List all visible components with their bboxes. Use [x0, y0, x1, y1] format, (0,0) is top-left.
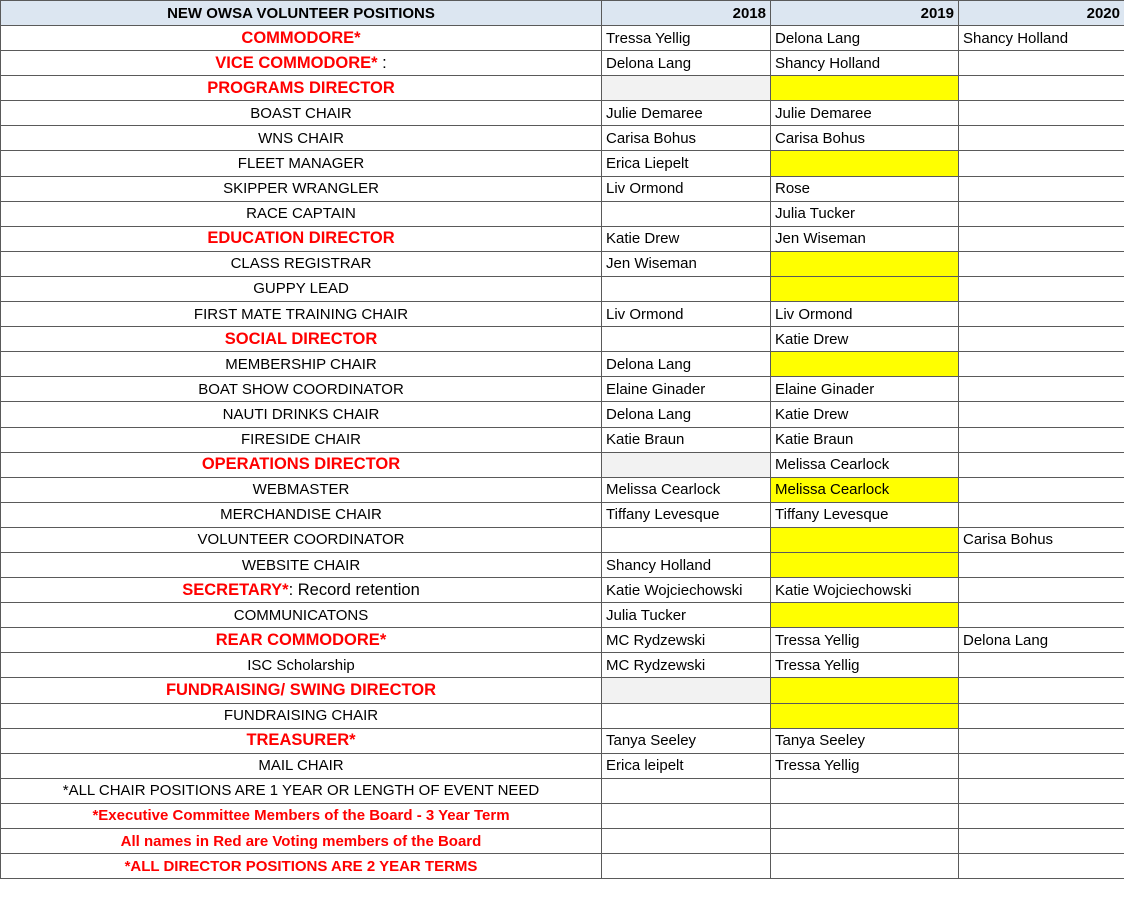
- name-cell-2018[interactable]: Melissa Cearlock: [602, 477, 771, 502]
- position-cell[interactable]: [1, 352, 602, 377]
- name-cell-2018[interactable]: Erica leipelt: [602, 753, 771, 778]
- table-row: [1, 402, 1124, 427]
- note-cell[interactable]: *ALL CHAIR POSITIONS ARE 1 YEAR OR LENGTH OF EVENT NEED: [1, 778, 602, 803]
- note-cell[interactable]: All names in Red are Voting members of the Board: [1, 829, 602, 854]
- position-label: MEMBERSHIP CHAIR: [225, 355, 377, 373]
- name-cell-2020[interactable]: Shancy Holland: [959, 26, 1124, 51]
- name-cell-2019[interactable]: Liv Ormond: [771, 302, 959, 327]
- name-cell-2018[interactable]: Katie Braun: [602, 427, 771, 452]
- name-cell-2020[interactable]: [959, 578, 1124, 603]
- note-cell[interactable]: *ALL DIRECTOR POSITIONS ARE 2 YEAR TERMS: [1, 854, 602, 879]
- name-cell-2020[interactable]: [959, 151, 1124, 176]
- header-row: [1, 1, 1124, 26]
- position-label: SECRETARY*: [182, 580, 289, 599]
- position-label: OPERATIONS DIRECTOR: [201, 455, 401, 474]
- name-cell-2019[interactable]: Elaine Ginader: [771, 377, 959, 402]
- name-cell-2019[interactable]: [771, 276, 959, 301]
- position-label: ISC Scholarship: [247, 656, 355, 674]
- table-row: [1, 302, 1124, 327]
- name-cell-2019[interactable]: [771, 603, 959, 628]
- position-label: CLASS REGISTRAR: [230, 255, 372, 273]
- name-cell-2018[interactable]: [602, 452, 771, 477]
- empty-cell[interactable]: [602, 778, 771, 803]
- name-cell-2019[interactable]: Rose: [771, 176, 959, 201]
- table-row: [1, 176, 1124, 201]
- header-year-2020-cell[interactable]: 2020: [959, 1, 1124, 26]
- name-cell-2019[interactable]: Julia Tucker: [771, 201, 959, 226]
- name-cell-2018[interactable]: Katie Drew: [602, 226, 771, 251]
- name-cell-2018[interactable]: [602, 76, 771, 101]
- position-cell[interactable]: [1, 628, 602, 653]
- name-cell-2019[interactable]: [771, 251, 959, 276]
- name-cell-2020[interactable]: Delona Lang: [959, 628, 1124, 653]
- name-cell-2018[interactable]: Tanya Seeley: [602, 728, 771, 753]
- table-row: [1, 527, 1124, 552]
- position-label: MERCHANDISE CHAIR: [220, 506, 382, 524]
- position-label: RACE CAPTAIN: [246, 205, 356, 223]
- name-cell-2020[interactable]: [959, 327, 1124, 352]
- position-cell[interactable]: [1, 26, 602, 51]
- table-row: [1, 703, 1124, 728]
- name-cell-2018[interactable]: Delona Lang: [602, 402, 771, 427]
- position-cell[interactable]: [1, 578, 602, 603]
- empty-cell[interactable]: [771, 803, 959, 828]
- empty-cell[interactable]: [959, 803, 1124, 828]
- name-cell-2020[interactable]: [959, 101, 1124, 126]
- table-row: [1, 452, 1124, 477]
- name-cell-2020[interactable]: [959, 226, 1124, 251]
- empty-cell[interactable]: [771, 829, 959, 854]
- table-row: [1, 628, 1124, 653]
- position-cell[interactable]: [1, 377, 602, 402]
- name-cell-2019[interactable]: Katie Braun: [771, 427, 959, 452]
- empty-cell[interactable]: [959, 829, 1124, 854]
- name-cell-2018[interactable]: Liv Ormond: [602, 302, 771, 327]
- name-cell-2019[interactable]: Melissa Cearlock: [771, 452, 959, 477]
- name-cell-2019[interactable]: [771, 527, 959, 552]
- name-cell-2019[interactable]: [771, 352, 959, 377]
- name-cell-2019[interactable]: Carisa Bohus: [771, 126, 959, 151]
- header-year-2018-cell[interactable]: 2018: [602, 1, 771, 26]
- table-row: [1, 502, 1124, 527]
- position-label: NAUTI DRINKS CHAIR: [222, 405, 380, 423]
- name-cell-2018[interactable]: [602, 327, 771, 352]
- name-cell-2020[interactable]: [959, 703, 1124, 728]
- position-label: TREASURER*: [246, 731, 356, 750]
- empty-cell[interactable]: [959, 778, 1124, 803]
- name-cell-2020[interactable]: [959, 427, 1124, 452]
- position-cell[interactable]: [1, 477, 602, 502]
- name-cell-2019[interactable]: [771, 703, 959, 728]
- name-cell-2020[interactable]: [959, 251, 1124, 276]
- table-row: [1, 51, 1124, 76]
- position-cell[interactable]: [1, 251, 602, 276]
- position-label: BOAT SHOW COORDINATOR: [198, 380, 404, 398]
- name-cell-2020[interactable]: [959, 176, 1124, 201]
- name-cell-2019[interactable]: [771, 76, 959, 101]
- position-cell[interactable]: [1, 653, 602, 678]
- position-label: FUNDRAISING/ SWING DIRECTOR: [165, 680, 437, 699]
- position-cell[interactable]: [1, 76, 602, 101]
- position-label: MAIL CHAIR: [258, 757, 344, 775]
- name-cell-2019[interactable]: Jen Wiseman: [771, 226, 959, 251]
- name-cell-2019[interactable]: [771, 151, 959, 176]
- name-cell-2019[interactable]: Delona Lang: [771, 26, 959, 51]
- note-row: [1, 778, 1124, 803]
- name-cell-2020[interactable]: [959, 377, 1124, 402]
- name-cell-2020[interactable]: [959, 653, 1124, 678]
- name-cell-2020[interactable]: [959, 51, 1124, 76]
- name-cell-2020[interactable]: [959, 753, 1124, 778]
- name-cell-2020[interactable]: [959, 402, 1124, 427]
- table-row: [1, 603, 1124, 628]
- position-cell[interactable]: [1, 201, 602, 226]
- name-cell-2020[interactable]: [959, 552, 1124, 577]
- name-cell-2020[interactable]: [959, 603, 1124, 628]
- name-cell-2018[interactable]: Jen Wiseman: [602, 251, 771, 276]
- name-cell-2018[interactable]: MC Rydzewski: [602, 628, 771, 653]
- header-year-2019-cell[interactable]: 2019: [771, 1, 959, 26]
- name-cell-2020[interactable]: [959, 728, 1124, 753]
- position-cell[interactable]: [1, 452, 602, 477]
- empty-cell[interactable]: [959, 854, 1124, 879]
- table-row: [1, 126, 1124, 151]
- position-label: FIRESIDE CHAIR: [240, 431, 361, 449]
- name-cell-2018[interactable]: [602, 527, 771, 552]
- table-row: [1, 327, 1124, 352]
- position-label: BOAST CHAIR: [250, 104, 352, 122]
- position-cell[interactable]: [1, 151, 602, 176]
- note-row: [1, 854, 1124, 879]
- position-label: VOLUNTEER COORDINATOR: [197, 531, 405, 549]
- table-row: [1, 201, 1124, 226]
- position-cell[interactable]: [1, 51, 602, 76]
- name-cell-2018[interactable]: [602, 678, 771, 703]
- position-label: COMMUNICATONS: [233, 606, 369, 624]
- name-cell-2020[interactable]: [959, 352, 1124, 377]
- position-label: REAR COMMODORE*: [215, 630, 387, 649]
- empty-cell[interactable]: [771, 778, 959, 803]
- table-row: [1, 728, 1124, 753]
- position-label: EDUCATION DIRECTOR: [207, 229, 395, 248]
- table-row: [1, 678, 1124, 703]
- position-label: WEBSITE CHAIR: [241, 556, 361, 574]
- position-label: FIRST MATE TRAINING CHAIR: [193, 305, 409, 323]
- table-row: [1, 76, 1124, 101]
- table-row: [1, 151, 1124, 176]
- position-label: FUNDRAISING CHAIR: [223, 707, 379, 725]
- table-row: [1, 251, 1124, 276]
- name-cell-2019[interactable]: Tressa Yellig: [771, 753, 959, 778]
- sheet-body: [1, 1, 1124, 879]
- empty-cell[interactable]: [602, 803, 771, 828]
- name-cell-2020[interactable]: [959, 76, 1124, 101]
- position-cell[interactable]: [1, 502, 602, 527]
- position-label: FLEET MANAGER: [237, 155, 365, 173]
- name-cell-2018[interactable]: MC Rydzewski: [602, 653, 771, 678]
- name-cell-2019[interactable]: Tanya Seeley: [771, 728, 959, 753]
- name-cell-2018[interactable]: [602, 276, 771, 301]
- table-row: [1, 427, 1124, 452]
- name-cell-2018[interactable]: Liv Ormond: [602, 176, 771, 201]
- empty-cell[interactable]: [602, 829, 771, 854]
- name-cell-2020[interactable]: [959, 126, 1124, 151]
- table-row: [1, 477, 1124, 502]
- position-suffix: : Record retention: [288, 580, 420, 599]
- name-cell-2018[interactable]: Delona Lang: [602, 51, 771, 76]
- position-cell[interactable]: [1, 101, 602, 126]
- name-cell-2018[interactable]: Delona Lang: [602, 352, 771, 377]
- position-cell[interactable]: [1, 427, 602, 452]
- position-cell[interactable]: [1, 678, 602, 703]
- table-row: [1, 753, 1124, 778]
- name-cell-2018[interactable]: Elaine Ginader: [602, 377, 771, 402]
- position-cell[interactable]: [1, 728, 602, 753]
- table-row: [1, 101, 1124, 126]
- position-cell[interactable]: [1, 176, 602, 201]
- name-cell-2019[interactable]: Tressa Yellig: [771, 628, 959, 653]
- position-cell[interactable]: [1, 603, 602, 628]
- header-title-cell[interactable]: NEW OWSA VOLUNTEER POSITIONS: [1, 1, 602, 26]
- position-label: WEBMASTER: [252, 481, 350, 499]
- table-row: [1, 653, 1124, 678]
- table-row: [1, 552, 1124, 577]
- name-cell-2020[interactable]: Carisa Bohus: [959, 527, 1124, 552]
- note-row: [1, 829, 1124, 854]
- name-cell-2018[interactable]: Julia Tucker: [602, 603, 771, 628]
- name-cell-2019[interactable]: [771, 678, 959, 703]
- name-cell-2019[interactable]: Julie Demaree: [771, 101, 959, 126]
- position-label: GUPPY LEAD: [253, 280, 349, 298]
- position-label: WNS CHAIR: [258, 129, 344, 147]
- position-label: PROGRAMS DIRECTOR: [207, 78, 395, 97]
- name-cell-2019[interactable]: Tressa Yellig: [771, 653, 959, 678]
- position-cell[interactable]: [1, 276, 602, 301]
- empty-cell[interactable]: [602, 854, 771, 879]
- note-cell[interactable]: *Executive Committee Members of the Board - 3 Year Term: [1, 803, 602, 828]
- name-cell-2018[interactable]: Carisa Bohus: [602, 126, 771, 151]
- position-cell[interactable]: [1, 753, 602, 778]
- position-label: COMMODORE*: [241, 28, 361, 47]
- position-label: SKIPPER WRANGLER: [223, 180, 379, 198]
- position-cell[interactable]: [1, 703, 602, 728]
- name-cell-2019[interactable]: Shancy Holland: [771, 51, 959, 76]
- name-cell-2020[interactable]: [959, 678, 1124, 703]
- name-cell-2018[interactable]: Katie Wojciechowski: [602, 578, 771, 603]
- name-cell-2020[interactable]: [959, 276, 1124, 301]
- name-cell-2020[interactable]: [959, 201, 1124, 226]
- table-row: [1, 377, 1124, 402]
- name-cell-2020[interactable]: [959, 452, 1124, 477]
- table-row: [1, 26, 1124, 51]
- table-row: [1, 226, 1124, 251]
- name-cell-2018[interactable]: Tiffany Levesque: [602, 502, 771, 527]
- name-cell-2019[interactable]: Katie Drew: [771, 327, 959, 352]
- position-cell[interactable]: [1, 302, 602, 327]
- table-row: [1, 578, 1124, 603]
- name-cell-2018[interactable]: [602, 703, 771, 728]
- name-cell-2020[interactable]: [959, 477, 1124, 502]
- name-cell-2020[interactable]: [959, 302, 1124, 327]
- position-cell[interactable]: [1, 126, 602, 151]
- name-cell-2019[interactable]: Katie Wojciechowski: [771, 578, 959, 603]
- name-cell-2018[interactable]: Tressa Yellig: [602, 26, 771, 51]
- table-row: [1, 352, 1124, 377]
- name-cell-2018[interactable]: Julie Demaree: [602, 101, 771, 126]
- name-cell-2019[interactable]: [771, 552, 959, 577]
- empty-cell[interactable]: [771, 854, 959, 879]
- position-label: VICE COMMODORE*: [215, 53, 378, 72]
- position-cell[interactable]: [1, 327, 602, 352]
- name-cell-2019[interactable]: Tiffany Levesque: [771, 502, 959, 527]
- position-label: SOCIAL DIRECTOR: [224, 329, 378, 348]
- name-cell-2020[interactable]: [959, 502, 1124, 527]
- name-cell-2019[interactable]: Katie Drew: [771, 402, 959, 427]
- name-cell-2019[interactable]: Melissa Cearlock: [771, 477, 959, 502]
- position-cell[interactable]: [1, 402, 602, 427]
- position-suffix: :: [377, 53, 387, 72]
- name-cell-2018[interactable]: Erica Liepelt: [602, 151, 771, 176]
- position-cell[interactable]: [1, 552, 602, 577]
- position-cell[interactable]: [1, 527, 602, 552]
- name-cell-2018[interactable]: [602, 201, 771, 226]
- position-cell[interactable]: [1, 226, 602, 251]
- name-cell-2018[interactable]: Shancy Holland: [602, 552, 771, 577]
- note-row: [1, 803, 1124, 828]
- table-row: [1, 276, 1124, 301]
